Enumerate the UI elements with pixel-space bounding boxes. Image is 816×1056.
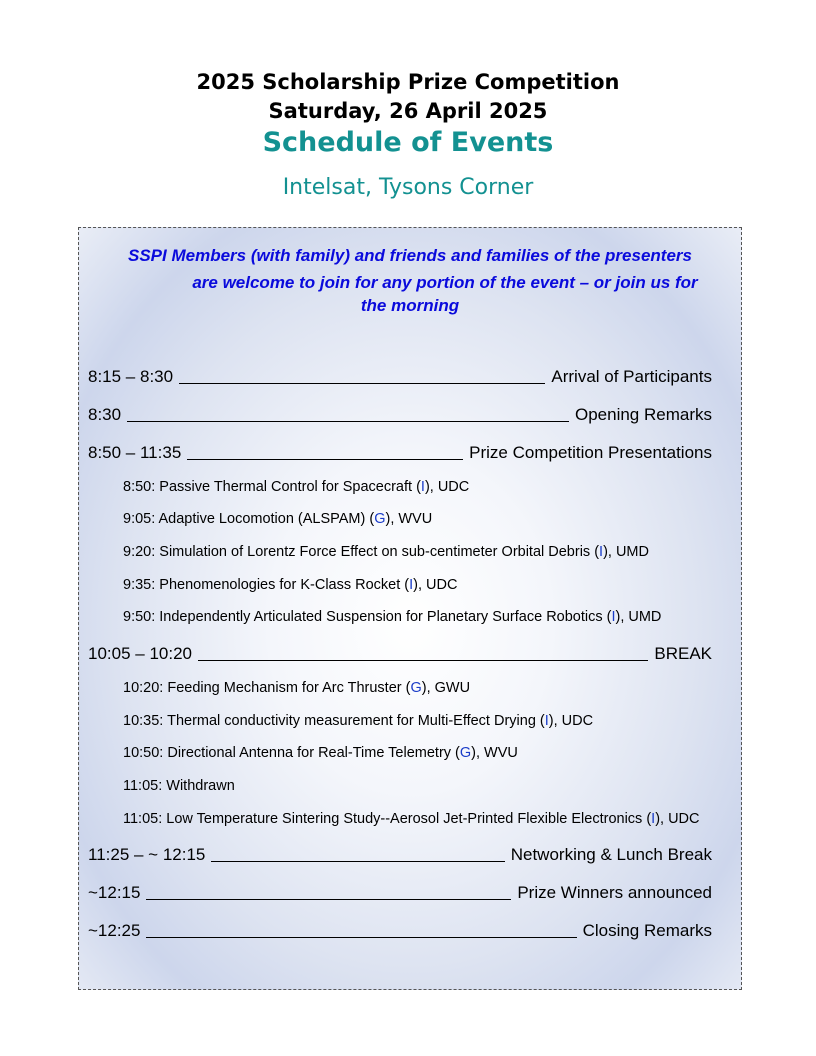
leader-line [127,420,569,422]
presentation-item: 10:20: Feeding Mechanism for Arc Thruster (G), GWU [123,680,471,696]
leader-line [211,860,504,862]
category-code: G [410,680,422,696]
schedule-label: BREAK [654,644,712,663]
category-code: I [651,811,656,827]
schedule-time: 8:50 – 11:35 [88,443,182,462]
schedule-label: Arrival of Participants [551,367,712,386]
leader-line [146,898,511,900]
schedule-label: Opening Remarks [574,405,712,424]
presentation-item-withdrawn: 11:05: Withdrawn [123,778,235,794]
category-code: I [611,609,616,625]
presentation-item: 10:35: Thermal conductivity measurement for Multi-Effect Drying (I), UDC [123,713,594,729]
presentation-item: 9:35: Phenomenologies for K-Class Rocket (I), UDC [123,577,458,593]
schedule-time: 8:30 [88,405,122,424]
schedule-heading: Schedule of Events [262,127,554,158]
category-code: I [420,479,425,495]
welcome-message [90,242,730,319]
event-date: Saturday, 26 April 2025 [268,99,548,123]
schedule-row-closing [88,919,712,941]
category-code: G [374,511,386,527]
presentation-item: 8:50: Passive Thermal Control for Spacecraft (I), UDC [123,479,470,495]
welcome-line-3: the morning [360,296,460,315]
schedule-row-presentations [88,441,712,463]
welcome-line-2: are welcome to join for any portion of the event – or join us for [192,273,698,292]
category-code: I [599,544,604,560]
schedule-label: Networking & Lunch Break [510,845,712,864]
schedule-row-break [88,642,712,664]
presentation-item: 9:50: Independently Articulated Suspension for Planetary Surface Robotics (I), UMD [123,609,662,625]
category-code: G [459,745,472,761]
schedule-row-arrival [88,365,712,387]
welcome-line-1: SSPI Members (with family) and friends and families of the presenters [128,246,692,265]
schedule-time: ~12:15 [88,883,141,902]
category-code: I [544,713,549,729]
schedule-label: Closing Remarks [582,921,712,940]
schedule-label: Prize Winners announced [517,883,712,902]
venue: Intelsat, Tysons Corner [282,175,534,200]
presentation-item: 10:50: Directional Antenna for Real-Time Telemetry (G), WVU [123,745,518,761]
presentation-item: 9:05: Adaptive Locomotion (ALSPAM) (G), WVU [123,511,433,527]
schedule-row-winners [88,881,712,903]
leader-line [179,382,545,384]
schedule-row-opening [88,403,712,425]
schedule-time: 10:05 – 10:20 [88,644,192,663]
presentation-item: 9:20: Simulation of Lorentz Force Effect on sub-centimeter Orbital Debris (I), UMD [123,544,649,560]
schedule-time: 11:25 – ~ 12:15 [88,845,206,864]
presentation-item: 11:05: Low Temperature Sintering Study--Aerosol Jet-Printed Flexible Electronics (I), UDC [123,811,700,827]
schedule-row-lunch [88,843,712,865]
schedule-time: ~12:25 [88,921,141,940]
leader-line [187,458,463,460]
competition-title: 2025 Scholarship Prize Competition [196,70,620,94]
category-code: I [409,577,414,593]
leader-line [146,936,576,938]
leader-line [198,659,648,661]
schedule-time: 8:15 – 8:30 [88,367,174,386]
schedule-label: Prize Competition Presentations [469,443,712,462]
